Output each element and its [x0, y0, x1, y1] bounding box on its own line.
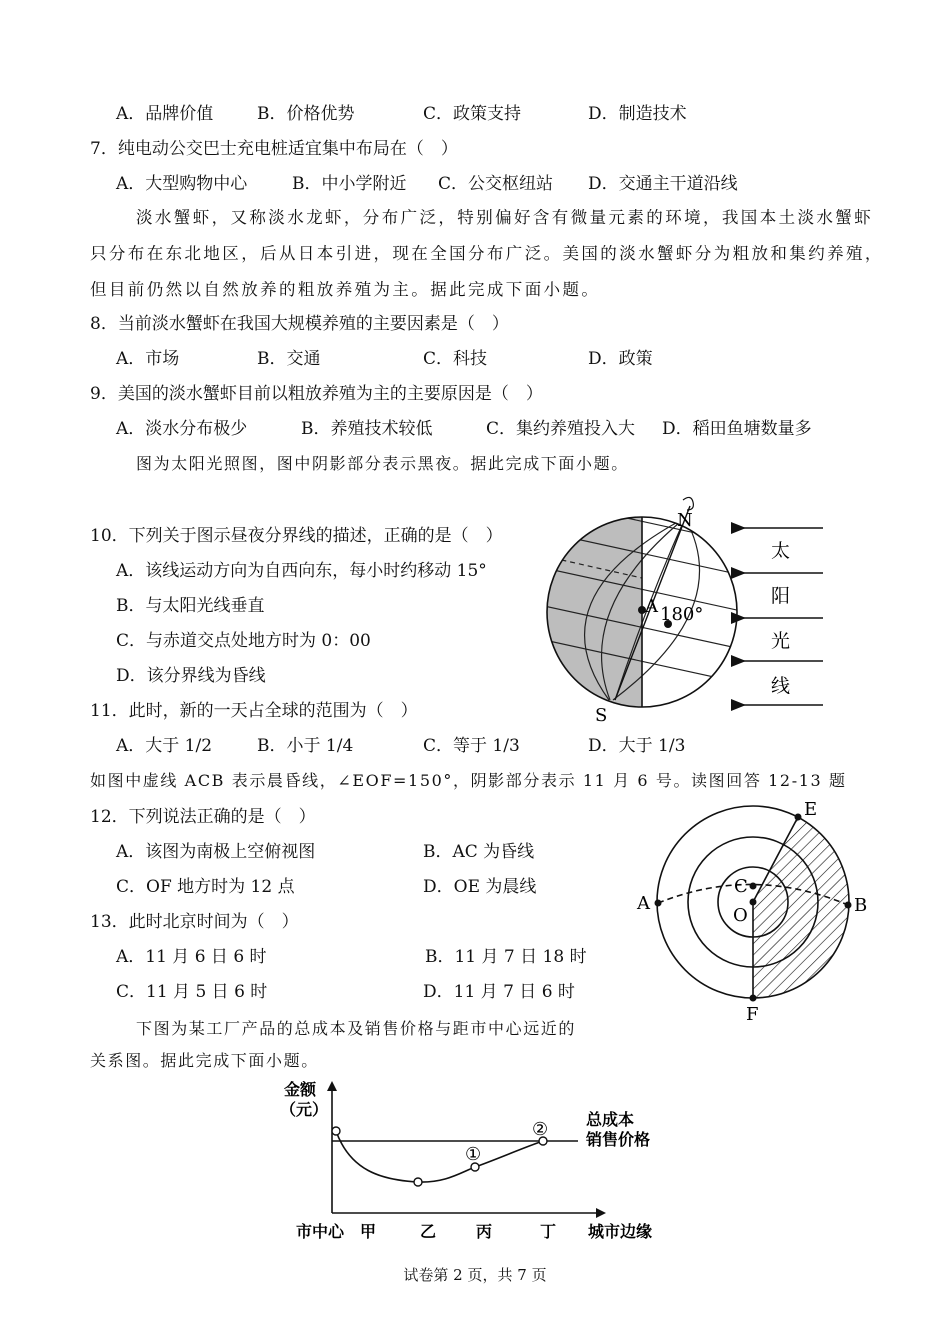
q13-option-b: B．11 月 7 日 18 时 — [425, 947, 587, 967]
chart-x-tick-bing: 丙 — [476, 1222, 493, 1241]
globe-point-a-label: A — [645, 596, 658, 617]
crayfish-passage: 淡水蟹虾，又称淡水龙虾，分布广泛，特别偏好含有微量元素的环境，我国本土淡水蟹虾只分布在东北地区，后从日本引进，现在全国分布广泛。美国的淡水蟹虾分为粗放和集约养殖，但目前仍然以自然放养的粗放养殖为主。据此完成下面小题。 — [90, 208, 884, 299]
q12-option-d: D．OE 为晨线 — [423, 877, 537, 897]
q13-option-c: C．11 月 5 日 6 时 — [116, 982, 268, 1002]
chart-point-yi — [414, 1178, 422, 1186]
q12-stem: 12．下列说法正确的是（ ） — [90, 807, 316, 827]
q13-option-d: D．11 月 7 日 6 时 — [423, 982, 575, 1002]
globe-south-label: S — [595, 705, 608, 726]
q6-option-c: C．政策支持 — [423, 104, 522, 124]
chart-legend-cost: 总成本 — [586, 1110, 635, 1129]
chart-series-cost-line — [336, 1131, 543, 1182]
polar-label-e: E — [804, 799, 818, 820]
q6-option-a: A．品牌价值 — [116, 104, 214, 124]
q9-option-c: C．集约养殖投入大 — [486, 419, 636, 439]
chart-point-start — [332, 1127, 340, 1135]
chart-origin-label: 市中心 — [296, 1222, 345, 1241]
sun-char-3: 光 — [771, 630, 791, 652]
factory-intro-1: 下图为某工厂产品的总成本及销售价格与距市中心远近的 — [136, 1019, 577, 1038]
q8-option-b: B．交通 — [257, 349, 321, 369]
sun-intro: 图为太阳光照图，图中阴影部分表示黑夜。据此完成下面小题。 — [136, 454, 629, 473]
sun-char-2: 阳 — [771, 585, 791, 607]
chart-marker-2: ② — [532, 1119, 549, 1140]
q7-option-a: A．大型购物中心 — [116, 174, 248, 194]
factory-cost-chart — [270, 1075, 690, 1250]
q11-stem: 11．此时，新的一天占全球的范围为（ ） — [90, 701, 418, 721]
q10-option-c: C．与赤道交点处地方时为 0：00 — [116, 631, 371, 651]
q13-option-a: A．11 月 6 日 6 时 — [116, 947, 267, 967]
q9-option-a: A．淡水分布极少 — [116, 419, 248, 439]
chart-xlabel: 城市边缘 — [588, 1222, 653, 1241]
q6-option-b: B．价格优势 — [257, 104, 355, 124]
q11-option-d: D．大于 1/3 — [588, 736, 686, 756]
sunlight-globe-figure — [535, 488, 855, 728]
q11-option-a: A．大于 1/2 — [116, 736, 213, 756]
q7-stem: 7．纯电动公交巴士充电桩适宜集中布局在（ ） — [90, 139, 458, 159]
q10-option-b: B．与太阳光线垂直 — [116, 596, 265, 616]
chart-ylabel-1: 金额 — [284, 1080, 317, 1099]
q10-stem: 10．下列关于图示昼夜分界线的描述，正确的是（ ） — [90, 526, 503, 546]
q7-option-b: B．中小学附近 — [292, 174, 407, 194]
q7-option-c: C．公交枢纽站 — [438, 174, 554, 194]
q9-option-b: B．养殖技术较低 — [301, 419, 433, 439]
q8-option-c: C．科技 — [423, 349, 488, 369]
sun-char-1: 太 — [771, 540, 791, 562]
chart-marker-1: ① — [465, 1144, 482, 1165]
polar-label-o: O — [733, 905, 748, 926]
q11-option-b: B．小于 1/4 — [257, 736, 354, 756]
polar-view-figure — [630, 795, 880, 1025]
polar-intro: 如图中虚线 ACB 表示晨昏线，∠EOF=150°，阴影部分表示 11 月 6 号。读图回答 12-13 题 — [90, 771, 847, 790]
sun-char-4: 线 — [771, 675, 791, 697]
q8-option-d: D．政策 — [588, 349, 653, 369]
chart-legend-price: 销售价格 — [586, 1130, 651, 1149]
globe-north-label: N — [677, 510, 693, 531]
q6-option-d: D．制造技术 — [588, 104, 687, 124]
q12-option-b: B．AC 为昏线 — [423, 842, 535, 862]
polar-label-f: F — [746, 1004, 759, 1025]
q10-option-a: A．该线运动方向为自西向东，每小时约移动 15° — [116, 561, 487, 581]
q12-option-c: C．OF 地方时为 12 点 — [116, 877, 295, 897]
chart-x-tick-ding: 丁 — [540, 1222, 557, 1241]
q8-option-a: A．市场 — [116, 349, 180, 369]
q9-option-d: D．稻田鱼塘数量多 — [662, 419, 812, 439]
chart-x-tick-jia: 甲 — [360, 1222, 377, 1241]
polar-label-a: A — [637, 893, 650, 914]
q8-stem: 8．当前淡水蟹虾在我国大规模养殖的主要因素是（ ） — [90, 314, 509, 334]
polar-label-b: B — [854, 895, 868, 916]
chart-x-tick-yi: 乙 — [420, 1222, 437, 1241]
q11-option-c: C．等于 1/3 — [423, 736, 520, 756]
globe-meridian-label: 180° — [660, 604, 704, 625]
q10-option-d: D．该分界线为昏线 — [116, 666, 266, 686]
q9-stem: 9．美国的淡水蟹虾目前以粗放养殖为主的主要原因是（ ） — [90, 384, 543, 404]
chart-ylabel-2: （元） — [280, 1100, 329, 1119]
factory-intro-2: 关系图。据此完成下面小题。 — [90, 1051, 319, 1070]
page-footer: 试卷第 2 页，共 7 页 — [403, 1266, 547, 1284]
q12-option-a: A．该图为南极上空俯视图 — [116, 842, 316, 862]
q7-option-d: D．交通主干道沿线 — [588, 174, 738, 194]
polar-label-c: C — [734, 876, 748, 897]
q13-stem: 13．此时北京时间为（ ） — [90, 912, 299, 932]
